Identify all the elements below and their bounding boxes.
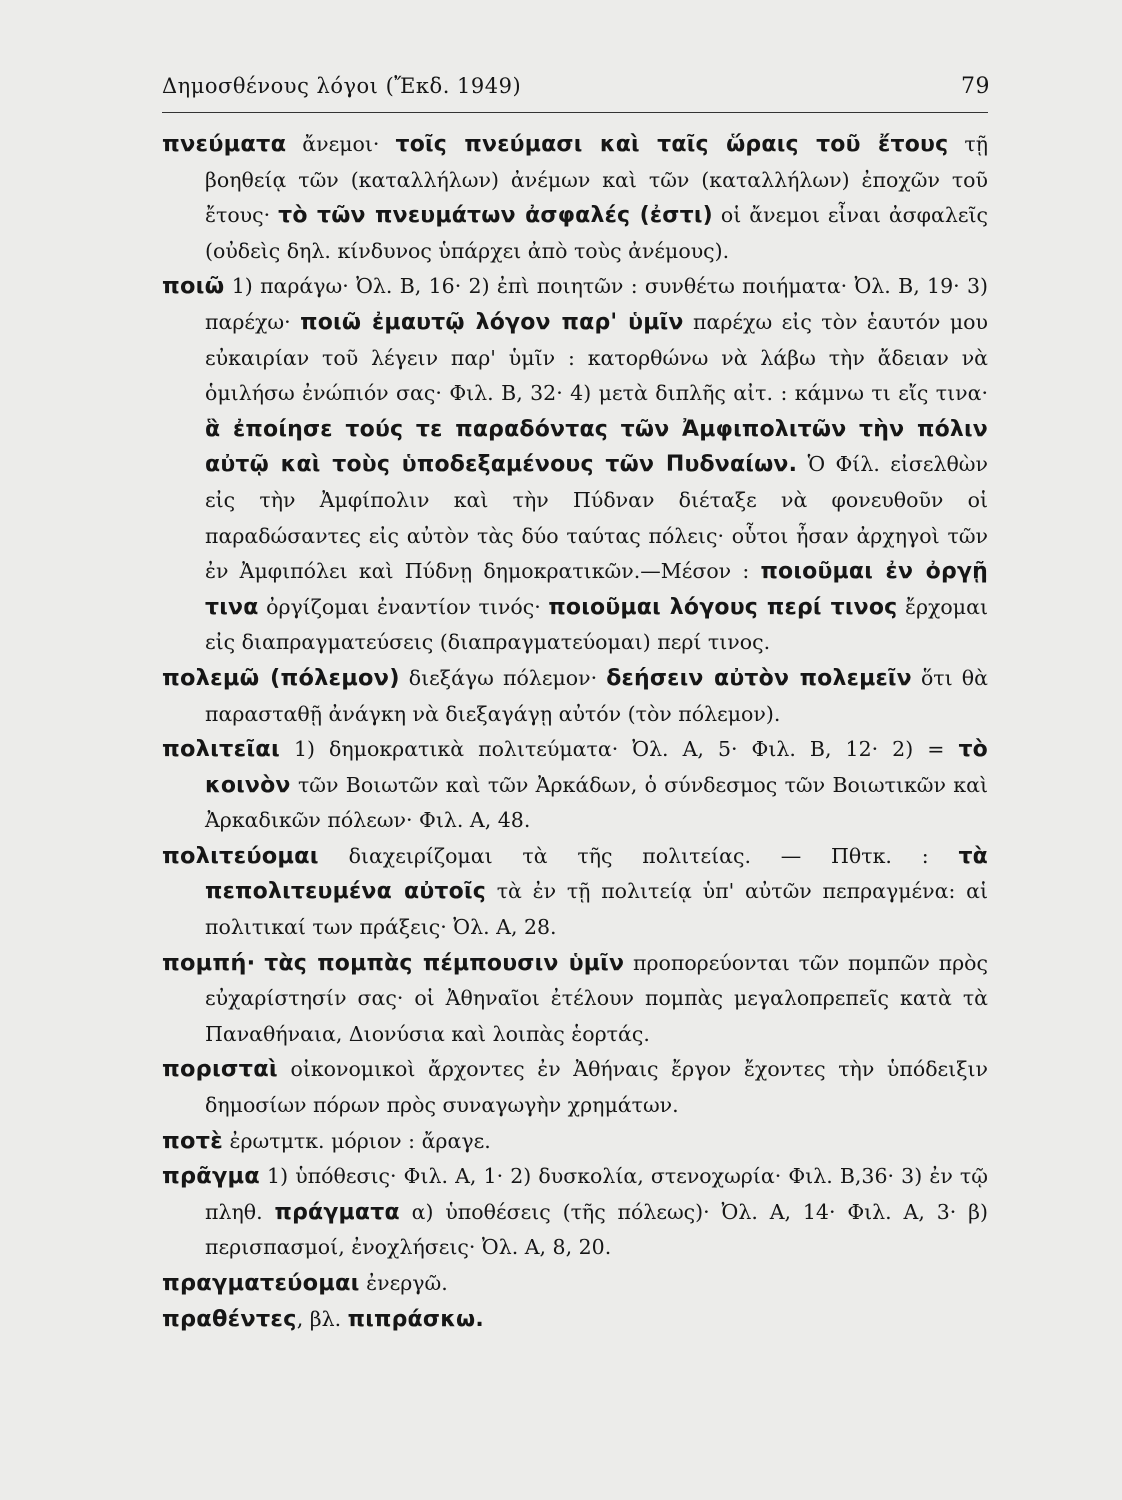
entry-text: ὅτι θὰ παρασταθῇ ἀνάγκη νὰ διεξαγάγῃ αὐτόν (τὸν πόλεμον). [205,665,988,726]
entry-lemma: πορισταὶ [162,1056,278,1083]
entry-lemma: πραθέντες [162,1305,297,1332]
entry-lemma: πολεμῶ (πόλεμον) [162,664,400,691]
entry-text: διεξάγω πόλεμον· [399,665,607,690]
glossary-entry [162,1052,988,1123]
entry-text: Ὁ Φίλ. εἰσελθὼν εἰς τὴν Ἀμφίπολιν καὶ τὴν Πύδναν διέταξε νὰ φονευθοῦν οἱ παραδώσαντες εἰς αὐτὸν τὰς δύο ταύτας πόλεις· οὗτοι ἦσαν ἀρχηγοὶ τῶν ἐν Ἀμφιπόλει καὶ Πύδνῃ δημοκρατικῶν.—Μέσον : [205,452,988,584]
entry-text: διαχειρίζομαι τὰ τῆς πολιτείας. — Πθτκ. : [318,843,959,868]
entry-text: ἐνεργῶ. [359,1271,448,1295]
glossary-entry [162,1124,988,1160]
bold-phrase: πράγματα [274,1199,400,1225]
glossary-entry [162,839,988,946]
entry-text: 1) παράγω· Ὀλ. Β, 16· 2) ἐπὶ ποιητῶν : συνθέτω ποιήματα· Ὀλ. Β, 19· 3) παρέχω· [205,274,988,334]
entry-lemma: ποιῶ [162,273,225,300]
running-title: Δημοσθένους λόγοι (Ἔκδ. 1949) [162,74,522,98]
bold-phrase: τὰς πομπὰς πέμπουσιν ὑμῖν [264,950,625,976]
bold-phrase: ποιοῦμαι ἐν ὀργῇ τινα [205,559,988,620]
bold-phrase: τὸ κοινὸν [205,737,988,798]
entry-lemma: ποτὲ [162,1127,223,1154]
page-header [162,74,990,98]
entry-text: , βλ. [296,1306,348,1331]
entry-text: προπορεύονται τῶν πομπῶν πρὸς εὐχαρίστησίν σας· οἱ Ἀθηναῖοι ἐτέλουν πομπὰς μεγαλοπρεπεῖς κατὰ τὰ Παναθήναια, Διονύσια καὶ λοιπὰς ἑορτάς. [205,950,988,1046]
entry-lemma: πολιτεῖαι [162,736,280,763]
entry-text: τῇ βοηθείᾳ τῶν (καταλλήλων) ἀνέμων καὶ τῶν (καταλλήλων) ἐποχῶν τοῦ ἔτους· [205,132,989,228]
entry-text: ἐρωτμτκ. μόριον : ἄραγε. [222,1128,491,1153]
bold-phrase: ἃ ἐποίησε τούς τε παραδόντας τῶν Ἀμφιπολιτῶν τὴν πόλιν αὐτῷ καὶ τοὺς ὑποδεξαμένους τῶν Πυδναίων. [205,416,988,478]
bold-phrase: τὸ τῶν πνευμάτων ἀσφαλές (ἐστι) [278,203,713,229]
entry-text [255,951,264,975]
entry-text: 1) δημοκρατικὰ πολιτεύματα· Ὀλ. Α, 5· Φιλ. Β, 12· 2) = [279,737,959,762]
glossary-entry [162,1159,988,1266]
glossary-entry [162,1266,988,1302]
bold-phrase: δεήσειν αὐτὸν πολεμεῖν [606,665,912,691]
entry-lemma: πομπή· [162,949,256,976]
entry-text: οἱ ἄνεμοι εἶναι ἀσφαλεῖς (οὐδεὶς δηλ. κίνδυνος ὑπάρχει ἀπὸ τοὺς ἀνέμους). [205,203,988,263]
bold-phrase: τὰ πεπολιτευμένα αὐτοῖς [205,843,988,905]
glossary-entry [162,946,988,1053]
entry-text: α) ὑποθέσεις (τῆς πόλεως)· Ὀλ. Α, 14· Φιλ. Α, 3· β) περισπασμοί, ἐνοχλήσεις· Ὀλ. Α, 8, 20. [205,1199,988,1260]
entry-text: τὰ ἐν τῇ πολιτείᾳ ὑπ' αὐτῶν πεπραγμένα: αἱ πολιτικαί των πράξεις· Ὀλ. Α, 28. [205,879,988,940]
glossary-entry [162,269,988,661]
bold-phrase: ποιοῦμαι λόγους περί τινος [548,594,898,620]
entry-lemma: πρᾶγμα [162,1163,260,1190]
entry-text: 1) ὑπόθεσις· Φιλ. Α, 1· 2) δυσκολία, στενοχωρία· Φιλ. Β,36· 3) ἐν τῷ πληθ. [205,1164,988,1224]
entry-text: ἄνεμοι· [286,132,396,156]
page-number: 79 [961,74,990,99]
entry-text: ἔρχομαι εἰς διαπραγματεύσεις (διαπραγματεύομαι) περί τινος. [205,594,988,655]
glossary-entry [162,1302,988,1338]
glossary-entry [162,127,988,269]
header-rule [162,112,988,113]
entry-text: οἰκονομικοὶ ἄρχοντες ἐν Ἀθήναις ἔργον ἔχοντες τὴν ὑπόδειξιν δημοσίων πόρων πρὸς συναγωγὴν χρημάτων. [205,1057,988,1118]
entry-lemma: πραγματεύομαι [162,1270,360,1296]
entry-text: παρέχω εἰς τὸν ἑαυτόν μου εὐκαιρίαν τοῦ λέγειν παρ' ὑμῖν : κατορθώνω νὰ λάβω τὴν ἄδειαν νὰ ὁμιλήσω ἐνώπιόν σας· Φιλ. Β, 32· 4) μετὰ διπλῆς αἰτ. : κάμνω τι εἴς τινα· [205,309,988,406]
bold-phrase: τοῖς πνεύμασι καὶ ταῖς ὥραις τοῦ ἔτους [395,132,949,157]
glossary-body [162,127,988,1337]
entry-lemma: πνεύματα [162,131,287,157]
entry-text: τῶν Βοιωτῶν καὶ τῶν Ἀρκάδων, ὁ σύνδεσμος τῶν Βοιωτικῶν καὶ Ἀρκαδικῶν πόλεων· Φιλ. Α, 48. [205,772,988,833]
glossary-entry [162,732,988,839]
entry-text: ὀργίζομαι ἐναντίον τινός· [258,594,549,619]
bold-phrase: πιπράσκω. [347,1306,484,1332]
bold-phrase: ποιῶ ἐμαυτῷ λόγον παρ' ὑμῖν [300,309,684,335]
glossary-entry [162,661,988,732]
entry-lemma: πολιτεύομαι [162,842,319,869]
